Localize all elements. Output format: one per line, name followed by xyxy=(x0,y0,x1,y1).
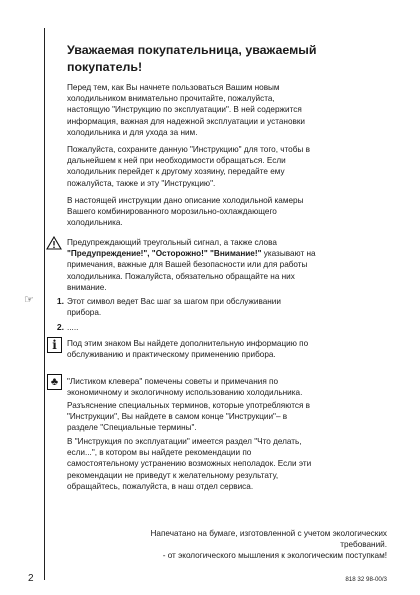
margin-rule xyxy=(44,28,45,580)
troubleshooting-paragraph xyxy=(67,436,387,492)
step-1-line-2: прибора. xyxy=(67,308,102,318)
warning-paragraph xyxy=(67,237,387,293)
intro-paragraph xyxy=(67,82,387,138)
page-title-line-1: Уважаемая покупательница, уважаемый xyxy=(67,43,317,57)
info-icon: i xyxy=(47,337,62,353)
page-title xyxy=(67,42,387,76)
keep-instructions-paragraph xyxy=(67,144,387,189)
troubleshooting-line-4: рекомендации не приведут к желательному результату, xyxy=(67,470,279,480)
document-code: 818 32 98-00/3 xyxy=(345,576,387,583)
step-1-line-1: Этот символ ведет Вас шаг за шагом при обслуживании xyxy=(67,297,281,306)
warning-triangle-icon xyxy=(46,236,62,255)
intro-line-1: Перед тем, как Вы начнете пользоваться Вашим новым xyxy=(67,83,280,92)
troubleshooting-line-5: обращайтесь, пожалуйста, в наш отдел сервиса. xyxy=(67,481,254,491)
eco-line-2: требований. xyxy=(340,540,387,550)
keep-line-4: пожалуйста, также и эту "Инструкцию". xyxy=(67,178,216,188)
warning-line-1: Предупреждающий треугольный сигнал, а также слова xyxy=(67,238,277,247)
clover-paragraph xyxy=(67,376,387,398)
terms-line-2: "Инструкции", Вы найдете в самом конце "Инструкции"– в xyxy=(67,412,288,422)
intro-line-4: информация, важная для надежной эксплуатации и установки xyxy=(67,116,306,126)
scope-line-3: холодильника. xyxy=(67,218,123,228)
eco-line-1: Напечатано на бумаге, изготовленной с учетом экологических xyxy=(150,529,387,538)
keep-line-3: холодильник перейдет к другому хозяину, передайте ему xyxy=(67,167,285,177)
terms-line-1: Разъяснение специальных терминов, которые употребляются в xyxy=(67,401,311,410)
troubleshooting-line-1: В "Инструкция по эксплуатации" имеется раздел "Что делать, xyxy=(67,437,302,446)
info-paragraph xyxy=(67,338,387,360)
page-title-line-2: покупатель! xyxy=(67,60,143,74)
intro-line-2: холодильником внимательно прочитайте, пожалуйста, xyxy=(67,94,275,104)
warning-line-4: холодильника. Пожалуйста, обязательно обращайте на них xyxy=(67,271,295,281)
troubleshooting-line-2: если...", в котором вы найдете рекомендации по xyxy=(67,448,252,458)
terms-paragraph xyxy=(67,400,387,434)
step-2-line-1: ..... xyxy=(67,323,79,332)
intro-line-3: настоящую "Инструкцию по эксплуатации". В ней содержится xyxy=(67,105,302,115)
step-2-text xyxy=(67,322,387,333)
troubleshooting-line-3: самостоятельному устранению возможных неполадок. Если эти xyxy=(67,459,312,469)
terms-line-3: разделе "Специальные термины". xyxy=(67,423,197,433)
scope-line-2: Вашего комбинированного морозильно-охлаждающего xyxy=(67,207,277,217)
keep-line-1: Пожалуйста, сохраните данную "Инструкцию" для того, чтобы в xyxy=(67,145,310,154)
step-1-number: 1. xyxy=(56,296,64,306)
intro-line-5: холодильника и для ухода за ним. xyxy=(67,127,198,137)
step-1-text xyxy=(67,296,387,318)
eco-paper-note xyxy=(67,528,387,562)
info-line-2: обслуживанию и практическому применению прибора. xyxy=(67,350,276,360)
clover-leaf-icon: ♣ xyxy=(47,374,62,390)
warning-line-3: примечания, важные для Вашей безопасности или для работы xyxy=(67,260,308,270)
warning-keywords: "Предупреждение!", "Осторожно!" "Внимание!" xyxy=(67,249,262,259)
eco-line-3: - от экологического мышления к экологическим поступкам! xyxy=(162,551,387,561)
clover-line-2: экономичному и экологичному использованию холодильника. xyxy=(67,388,303,398)
step-2-number: 2. xyxy=(56,322,64,332)
scope-line-1: В настоящей инструкции дано описание холодильной камеры xyxy=(67,196,304,205)
warning-line-2-rest: указывают на xyxy=(261,249,316,259)
keep-line-2: дальнейшем к ней при необходимости обращаться. Если xyxy=(67,156,286,166)
pointing-hand-icon: ☞ xyxy=(24,294,34,306)
clover-line-1: "Листиком клевера" помечены советы и примечания по xyxy=(67,377,279,386)
warning-line-5: внимание. xyxy=(67,282,107,292)
scope-paragraph xyxy=(67,195,387,229)
info-line-1: Под этим знаком Вы найдете дополнительную информацию по xyxy=(67,339,309,348)
page-number: 2 xyxy=(28,573,34,584)
